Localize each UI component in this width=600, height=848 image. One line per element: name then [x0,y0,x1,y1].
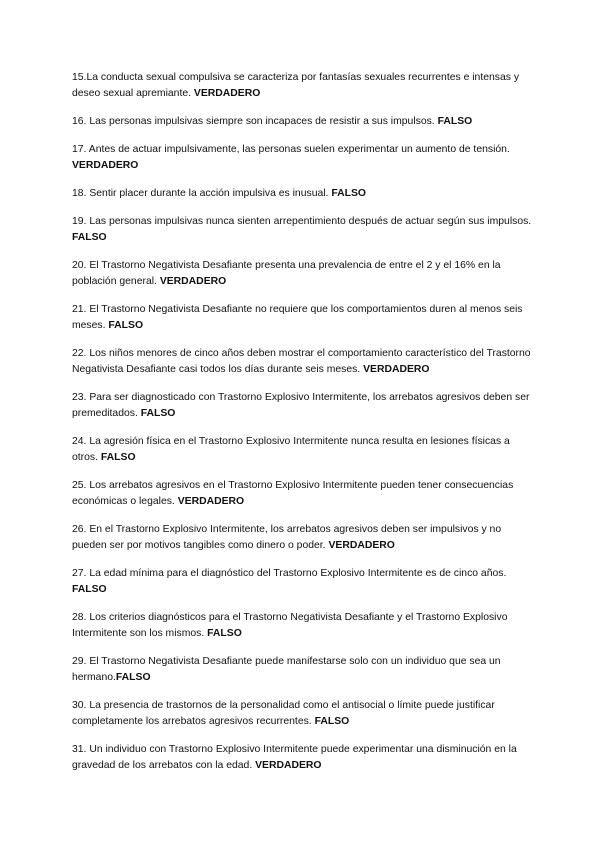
question-text: 29. El Trastorno Negativista Desafiante puede manifestarse solo con un individuo que sea un hermano. [72,656,501,683]
answer-label: VERDADERO [328,540,395,551]
question-text: 30. La presencia de trastornos de la personalidad como el antisocial o límite puede justificar completamente los arrebatos agresivos recurrentes. [72,700,495,727]
question-text: 16. Las personas impulsivas siempre son incapaces de resistir a sus impulsos. [72,116,435,127]
answer-label: VERDADERO [193,88,261,99]
answer-label: VERDADERO [177,496,245,507]
question-text: 18. Sentir placer durante la acción impulsiva es inusual. [72,188,329,199]
question-item [72,390,532,422]
answer-label: FALSO [100,452,136,463]
question-item [72,302,532,334]
question-text: 17. Antes de actuar impulsivamente, las personas suelen experimentar un aumento de tensión. [72,144,510,155]
question-text: 27. La edad mínima para el diagnóstico del Trastorno Explosivo Intermitente es de cinco años. [72,568,507,579]
question-item [72,258,532,290]
question-item [72,70,532,102]
question-item [72,346,532,378]
answer-label: FALSO [115,672,151,683]
answer-label: VERDADERO [255,760,322,771]
question-item [72,566,532,598]
question-item [72,478,532,510]
question-item [72,522,532,554]
answer-label: FALSO [331,188,366,199]
answer-label: FALSO [314,716,350,727]
question-text: 26. En el Trastorno Explosivo Intermitente, los arrebatos agresivos deben ser impulsivos y no pueden ser por motivos tangibles como dinero o poder. [72,524,502,551]
question-item [72,610,532,642]
question-item [72,214,532,246]
question-item [72,698,532,730]
question-text: 31. Un individuo con Trastorno Explosivo Intermitente puede experimentar una disminución en la gravedad de los arrebatos con la edad. [72,744,517,771]
question-text: 20. El Trastorno Negativista Desafiante presenta una prevalencia de entre el 2 y el 16% en la población general. [72,260,501,287]
question-item [72,186,532,202]
question-text: 28. Los criterios diagnósticos para el Trastorno Negativista Desafiante y el Trastorno Explosivo Intermitente son los mismos. [72,612,508,639]
question-text: 25. Los arrebatos agresivos en el Trastorno Explosivo Intermitente pueden tener consecuencias económicas o legales. [72,480,514,507]
question-list [72,70,532,786]
question-text: 24. La agresión física en el Trastorno Explosivo Intermitente nunca resulta en lesiones físicas a otros. [72,436,510,463]
answer-label: FALSO [140,408,176,419]
question-text: 23. Para ser diagnosticado con Trastorno Explosivo Intermitente, los arrebatos agresivos deben ser premeditados. [72,392,530,419]
answer-label: FALSO [207,628,242,639]
answer-label: VERDADERO [72,160,139,171]
answer-label: VERDADERO [159,276,227,287]
answer-label: FALSO [72,584,107,595]
answer-label: VERDADERO [363,364,430,375]
question-text: 21. El Trastorno Negativista Desafiante no requiere que los comportamientos duren al menos seis meses. [72,304,523,331]
answer-label: FALSO [108,320,144,331]
question-item [72,114,532,130]
question-text: 22. Los niños menores de cinco años deben mostrar el comportamiento característico del Trastorno Negativista Desafiante casi todos los días durante seis meses. [72,348,531,375]
question-item [72,742,532,774]
question-item [72,434,532,466]
question-item [72,142,532,174]
question-item [72,654,532,686]
answer-label: FALSO [437,116,473,127]
question-text: 19. Las personas impulsivas nunca sienten arrepentimiento después de actuar según sus impulsos. [72,216,532,227]
answer-label: FALSO [72,232,107,243]
question-text: 15.La conducta sexual compulsiva se caracteriza por fantasías sexuales recurrentes e intensas y deseo sexual apremiante. [72,72,520,99]
